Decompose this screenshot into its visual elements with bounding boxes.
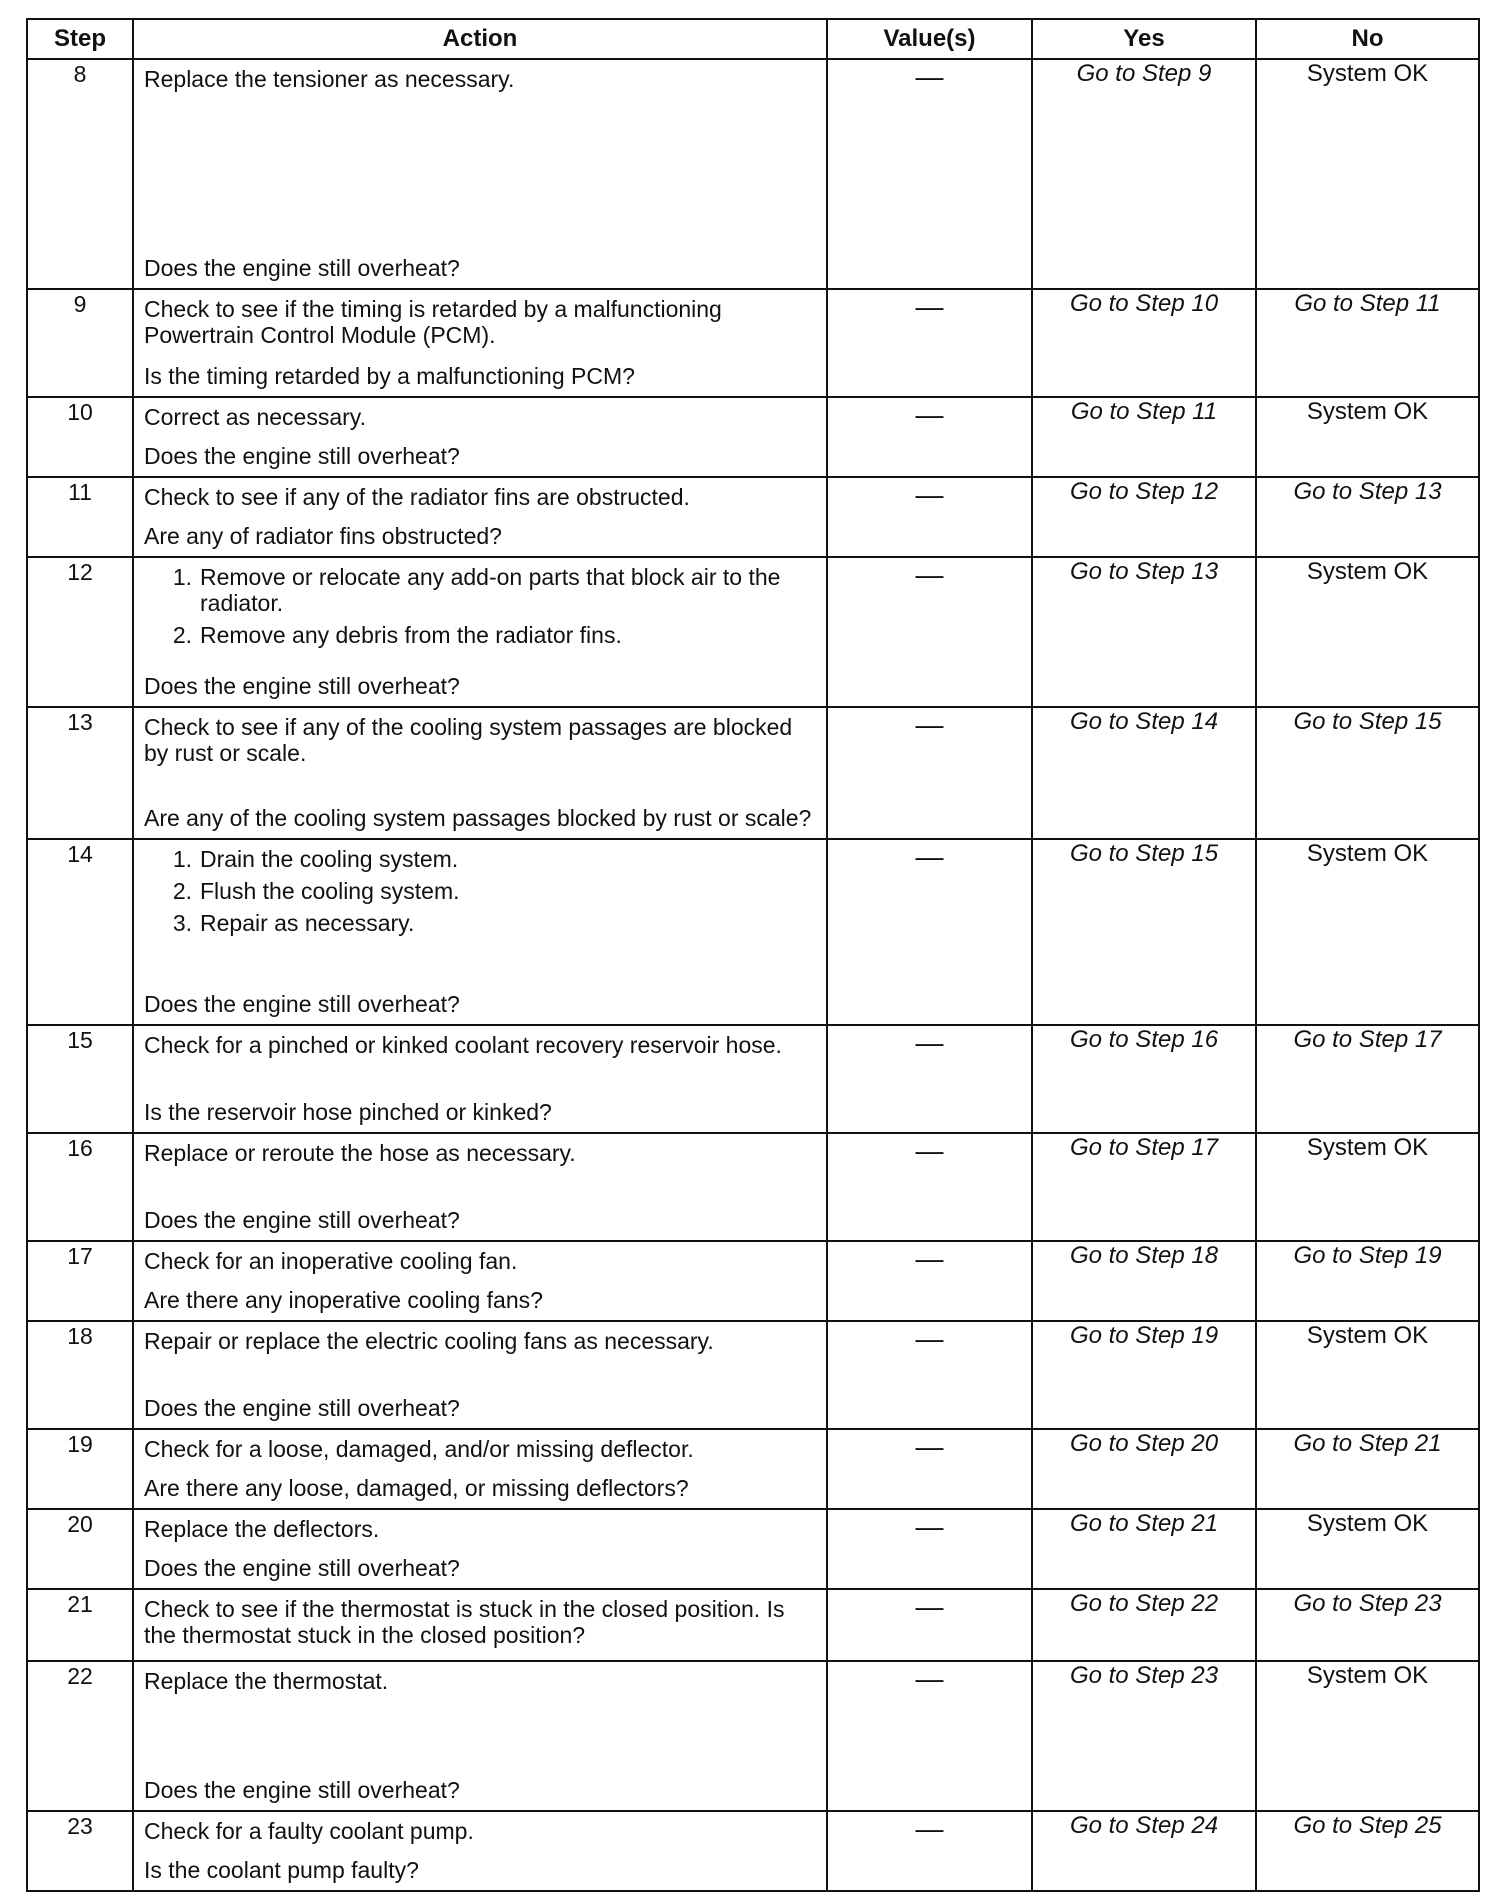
value-cell: — xyxy=(827,1811,1032,1891)
value-cell: — xyxy=(827,59,1032,289)
no-cell: System OK xyxy=(1256,1661,1479,1811)
action-cell xyxy=(133,1509,827,1589)
value-cell: — xyxy=(827,1509,1032,1589)
table-row xyxy=(27,1025,1479,1133)
list-item-number: 2. xyxy=(172,622,192,648)
yes-cell: Go to Step 12 xyxy=(1032,477,1256,557)
no-cell: Go to Step 11 xyxy=(1256,289,1479,397)
action-text: Correct as necessary. xyxy=(144,404,366,430)
no-cell: System OK xyxy=(1256,557,1479,707)
question-text: Does the engine still overheat? xyxy=(144,1395,460,1421)
header-row xyxy=(27,19,1479,59)
yes-cell: Go to Step 24 xyxy=(1032,1811,1256,1891)
yes-cell: Go to Step 14 xyxy=(1032,707,1256,839)
action-text: Replace the tensioner as necessary. xyxy=(144,66,515,92)
question-text: Is the timing retarded by a malfunctioning PCM? xyxy=(144,363,635,389)
value-cell: — xyxy=(827,1661,1032,1811)
action-text: Check for a pinched or kinked coolant recovery reservoir hose. xyxy=(144,1032,782,1058)
action-cell xyxy=(133,289,827,397)
value-cell: — xyxy=(827,289,1032,397)
action-cell xyxy=(133,1025,827,1133)
action-text: Repair or replace the electric cooling fans as necessary. xyxy=(144,1328,714,1354)
no-cell: System OK xyxy=(1256,397,1479,477)
question-text: Are there any inoperative cooling fans? xyxy=(144,1287,543,1313)
value-cell: — xyxy=(827,1241,1032,1321)
step-number: 22 xyxy=(27,1661,133,1811)
table-row xyxy=(27,1241,1479,1321)
question-text: Are any of the cooling system passages blocked by rust or scale? xyxy=(144,805,812,831)
question-text: Are any of radiator fins obstructed? xyxy=(144,523,502,549)
step-number: 20 xyxy=(27,1509,133,1589)
action-text: Replace or reroute the hose as necessary. xyxy=(144,1140,576,1166)
step-number: 15 xyxy=(27,1025,133,1133)
header-action: Action xyxy=(133,19,827,59)
question-text: Does the engine still overheat? xyxy=(144,1777,460,1803)
question-text: Does the engine still overheat? xyxy=(144,1555,460,1581)
no-cell: Go to Step 25 xyxy=(1256,1811,1479,1891)
action-cell xyxy=(133,839,827,1025)
step-number: 23 xyxy=(27,1811,133,1891)
action-list xyxy=(144,564,816,648)
step-number: 16 xyxy=(27,1133,133,1241)
no-cell: Go to Step 17 xyxy=(1256,1025,1479,1133)
table-row xyxy=(27,1661,1479,1811)
table-row xyxy=(27,289,1479,397)
table-row xyxy=(27,1509,1479,1589)
value-cell: — xyxy=(827,1025,1032,1133)
action-cell xyxy=(133,1133,827,1241)
action-cell xyxy=(133,1321,827,1429)
action-text: Replace the deflectors. xyxy=(144,1516,380,1542)
step-number: 21 xyxy=(27,1589,133,1661)
table-row xyxy=(27,1429,1479,1509)
header-values: Value(s) xyxy=(827,19,1032,59)
list-item-number: 1. xyxy=(172,846,192,872)
action-cell xyxy=(133,1589,827,1661)
question-text: Does the engine still overheat? xyxy=(144,443,460,469)
yes-cell: Go to Step 15 xyxy=(1032,839,1256,1025)
yes-cell: Go to Step 10 xyxy=(1032,289,1256,397)
question-text: Is the coolant pump faulty? xyxy=(144,1857,419,1883)
no-cell: Go to Step 23 xyxy=(1256,1589,1479,1661)
no-cell: System OK xyxy=(1256,839,1479,1025)
yes-cell: Go to Step 11 xyxy=(1032,397,1256,477)
yes-cell: Go to Step 9 xyxy=(1032,59,1256,289)
list-item-number: 1. xyxy=(172,564,192,590)
list-item xyxy=(144,622,816,648)
action-cell xyxy=(133,707,827,839)
table-row xyxy=(27,397,1479,477)
no-cell: Go to Step 15 xyxy=(1256,707,1479,839)
value-cell: — xyxy=(827,557,1032,707)
list-item xyxy=(144,878,816,904)
step-number: 12 xyxy=(27,557,133,707)
step-number: 17 xyxy=(27,1241,133,1321)
action-text: Replace the thermostat. xyxy=(144,1668,389,1694)
list-item xyxy=(144,910,816,936)
action-cell xyxy=(133,397,827,477)
value-cell: — xyxy=(827,707,1032,839)
table-row xyxy=(27,1589,1479,1661)
list-item xyxy=(144,846,816,872)
action-text: Check to see if any of the cooling system passages are blocked by rust or scale. xyxy=(144,714,793,766)
question-text: Does the engine still overheat? xyxy=(144,1207,460,1233)
no-cell: Go to Step 19 xyxy=(1256,1241,1479,1321)
table-row xyxy=(27,1811,1479,1891)
list-item-text: Repair as necessary. xyxy=(200,910,415,936)
no-cell: System OK xyxy=(1256,1321,1479,1429)
action-cell xyxy=(133,1661,827,1811)
header-step: Step xyxy=(27,19,133,59)
step-number: 9 xyxy=(27,289,133,397)
list-item-text: Remove or relocate any add-on parts that block air to the radiator. xyxy=(200,564,781,616)
list-item xyxy=(144,564,816,616)
table-row xyxy=(27,707,1479,839)
action-cell xyxy=(133,1811,827,1891)
yes-cell: Go to Step 17 xyxy=(1032,1133,1256,1241)
value-cell: — xyxy=(827,1429,1032,1509)
header-yes: Yes xyxy=(1032,19,1256,59)
list-item-text: Drain the cooling system. xyxy=(200,846,459,872)
step-number: 19 xyxy=(27,1429,133,1509)
action-cell xyxy=(133,557,827,707)
action-text: Check to see if the timing is retarded by a malfunctioning Powertrain Control Module (PCM). xyxy=(144,296,722,348)
value-cell: — xyxy=(827,397,1032,477)
step-number: 14 xyxy=(27,839,133,1025)
question-text: Does the engine still overheat? xyxy=(144,991,460,1017)
diagnostic-table xyxy=(26,18,1480,1892)
value-cell: — xyxy=(827,1133,1032,1241)
action-text: Check for an inoperative cooling fan. xyxy=(144,1248,518,1274)
step-number: 11 xyxy=(27,477,133,557)
table-row xyxy=(27,59,1479,289)
yes-cell: Go to Step 22 xyxy=(1032,1589,1256,1661)
list-item-number: 2. xyxy=(172,878,192,904)
header-no: No xyxy=(1256,19,1479,59)
table-body xyxy=(27,59,1479,1891)
action-text: Check to see if any of the radiator fins are obstructed. xyxy=(144,484,690,510)
action-text: Check for a faulty coolant pump. xyxy=(144,1818,474,1844)
value-cell: — xyxy=(827,1589,1032,1661)
action-cell xyxy=(133,1429,827,1509)
table-row xyxy=(27,477,1479,557)
value-cell: — xyxy=(827,477,1032,557)
value-cell: — xyxy=(827,1321,1032,1429)
yes-cell: Go to Step 13 xyxy=(1032,557,1256,707)
action-list xyxy=(144,846,816,936)
list-item-text: Flush the cooling system. xyxy=(200,878,460,904)
action-cell xyxy=(133,477,827,557)
action-cell xyxy=(133,59,827,289)
action-text: Check for a loose, damaged, and/or missing deflector. xyxy=(144,1436,694,1462)
no-cell: System OK xyxy=(1256,59,1479,289)
no-cell: System OK xyxy=(1256,1509,1479,1589)
yes-cell: Go to Step 20 xyxy=(1032,1429,1256,1509)
question-text: Does the engine still overheat? xyxy=(144,255,460,281)
no-cell: System OK xyxy=(1256,1133,1479,1241)
question-text: Are there any loose, damaged, or missing deflectors? xyxy=(144,1475,689,1501)
step-number: 8 xyxy=(27,59,133,289)
step-number: 18 xyxy=(27,1321,133,1429)
list-item-text: Remove any debris from the radiator fins. xyxy=(200,622,622,648)
list-item-number: 3. xyxy=(172,910,192,936)
no-cell: Go to Step 13 xyxy=(1256,477,1479,557)
yes-cell: Go to Step 23 xyxy=(1032,1661,1256,1811)
table-row xyxy=(27,1133,1479,1241)
step-number: 10 xyxy=(27,397,133,477)
action-cell xyxy=(133,1241,827,1321)
question-text: Is the reservoir hose pinched or kinked? xyxy=(144,1099,552,1125)
no-cell: Go to Step 21 xyxy=(1256,1429,1479,1509)
table-row xyxy=(27,557,1479,707)
yes-cell: Go to Step 19 xyxy=(1032,1321,1256,1429)
step-number: 13 xyxy=(27,707,133,839)
table-row xyxy=(27,1321,1479,1429)
question-text: Does the engine still overheat? xyxy=(144,673,460,699)
yes-cell: Go to Step 18 xyxy=(1032,1241,1256,1321)
yes-cell: Go to Step 16 xyxy=(1032,1025,1256,1133)
yes-cell: Go to Step 21 xyxy=(1032,1509,1256,1589)
table-row xyxy=(27,839,1479,1025)
action-text: Check to see if the thermostat is stuck in the closed position. Is the thermostat stuck in the closed position? xyxy=(144,1596,785,1648)
value-cell: — xyxy=(827,839,1032,1025)
